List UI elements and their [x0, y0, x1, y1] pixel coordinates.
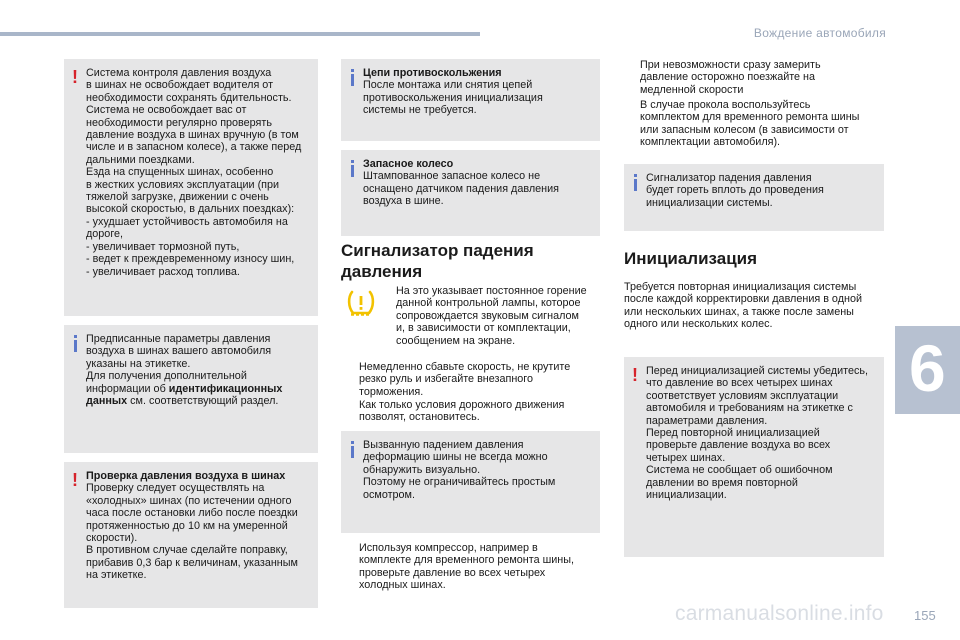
- text-line: Система не сообщает об ошибочном: [646, 464, 833, 477]
- text-line: параметрами давления.: [646, 414, 768, 427]
- label-info-box: [64, 325, 318, 453]
- warning-exclamation-icon: !: [632, 365, 638, 385]
- text-line: автомобиля и требованиям на этикетке с: [646, 402, 853, 415]
- pressure-check-title: Проверка давления воздуха в шинах: [86, 470, 286, 482]
- text-line: что давление во всех четырех шинах: [646, 377, 833, 390]
- text-line: Система контроля давления воздуха: [86, 67, 272, 79]
- text-line: комплектации автомобиля).: [640, 136, 781, 149]
- text-line: числе и в запасном колесе), а также перед: [86, 141, 302, 154]
- text-line: тяжелой загрузке, движении с очень: [86, 191, 269, 204]
- lamp-info-text: [646, 172, 876, 209]
- text-line: часа после остановки либо после поездки: [86, 507, 298, 520]
- text-line: осмотром.: [363, 488, 415, 501]
- text-line: инициализации.: [646, 489, 727, 502]
- text-line: Штампованное запасное колесо не: [363, 170, 541, 183]
- text-line: высокой скоростью, в дальних поездках):: [86, 203, 295, 216]
- text-line: обнаружить визуально.: [363, 463, 481, 476]
- text-line: Езда на спущенных шинах, особенно: [86, 166, 274, 179]
- info-icon: [351, 69, 354, 84]
- spare-wheel-title: Запасное колесо: [363, 158, 454, 170]
- warning-exclamation-icon: !: [72, 470, 78, 490]
- warning-lamp-heading: Сигнализатор падения давления: [341, 241, 534, 281]
- warning-exclamation-icon: !: [72, 67, 78, 87]
- text-line: Перед повторной инициализацией: [646, 427, 820, 440]
- text-line: давлении во время повторной: [646, 476, 798, 489]
- text-line: - ухудшает устойчивость автомобиля на: [86, 215, 288, 228]
- text-line: системы не требуется.: [363, 104, 477, 117]
- snow-chains-title: Цепи противоскольжения: [363, 67, 502, 79]
- text-line: холодных шинах.: [359, 579, 446, 592]
- label-info-text: Предписанные параметры давления воздуха в шинах вашего автомобиля указаны на этикетке. Для получения дополнительной информации об идентификационных данных см. соответствующий раздел.: [86, 333, 283, 408]
- text-line: и, в зависимости от комплектации,: [396, 322, 571, 335]
- info-icon: [634, 174, 637, 189]
- text-line: сопровождается звуковым сигналом: [396, 309, 579, 322]
- text-line: торможения.: [359, 385, 424, 398]
- text-line: Требуется повторная инициализация системы: [624, 281, 857, 293]
- info-icon: [351, 441, 354, 456]
- initialization-heading: Инициализация: [624, 249, 758, 268]
- text-line: Система не освобождает вас от: [86, 104, 247, 117]
- text-line: четырех шинах.: [646, 451, 726, 464]
- text-line: дальними поездками.: [86, 153, 195, 166]
- tpms-warning-text: [86, 67, 310, 278]
- text-line: прибавив 0,3 бар к величинам, указанным: [86, 556, 298, 569]
- text-line: «холодных» шинах (по истечении одного: [86, 494, 292, 507]
- text-line: деформацию шины не всегда можно: [363, 451, 548, 464]
- text-line: Проверку следует осуществлять на: [86, 482, 265, 495]
- chapter-number: 6: [909, 331, 946, 405]
- text-line: - увеличивает расход топлива.: [86, 265, 240, 278]
- deformation-info-box: [341, 431, 600, 533]
- spare-wheel-box: [341, 150, 600, 236]
- text-line: одного или нескольких колес.: [624, 318, 773, 331]
- text-line: противоскольжения инициализация: [363, 91, 543, 104]
- bullet-stop: [343, 399, 598, 424]
- text-line: Сигнализатор падения давления: [646, 172, 812, 184]
- text-line: медленной скорости: [640, 83, 744, 96]
- info-icon: [351, 160, 354, 175]
- snow-chains-box: [341, 59, 600, 141]
- text-line: данной контрольной лампы, которое: [396, 297, 581, 310]
- text-line: Используя компрессор, например в: [359, 542, 538, 554]
- text-line: соответствует условиям эксплуатации: [646, 389, 839, 402]
- text-line: или нескольких шинах, а также после замены: [624, 305, 854, 318]
- initialization-text: [624, 281, 884, 331]
- text-line: В противном случае сделайте поправку,: [86, 544, 288, 557]
- text-line: При невозможности сразу замерить: [640, 59, 821, 71]
- bullet-puncture: [624, 99, 884, 149]
- chapter-tab: [895, 326, 960, 414]
- text-line: В случае прокола воспользуйтесь: [640, 99, 811, 111]
- text-line: скорости).: [86, 532, 138, 545]
- pressure-check-text: [86, 470, 310, 582]
- initialization-warning-text: [646, 365, 876, 501]
- text-line: или запасным колесом (в зависимости от: [640, 123, 849, 136]
- text-line: После монтажа или снятия цепей: [363, 79, 533, 92]
- pressure-check-box: [64, 462, 318, 608]
- text-line: давление воздуха в шинах вручную (в том: [86, 129, 299, 142]
- text-line: Немедленно сбавьте скорость, не крутите: [359, 361, 571, 373]
- text-line: после каждой корректировки давления в одной: [624, 293, 863, 306]
- bullet-compressor: [343, 542, 598, 592]
- text-line: необходимости сохранять бдительность.: [86, 91, 292, 104]
- text-line: Перед инициализацией системы убедитесь,: [646, 365, 868, 377]
- text-line: будет гореть вплоть до проведения: [646, 184, 824, 197]
- text-line: На это указывает постоянное горение: [396, 285, 587, 297]
- text-line: Поэтому не ограничивайтесь простым: [363, 476, 556, 489]
- text-line: комплектом для временного ремонта шины: [640, 111, 860, 124]
- watermark: carmanualsonline.info: [675, 602, 884, 625]
- text-line: Как только условия дорожного движения: [359, 399, 565, 411]
- section-header: Вождение автомобиля: [753, 26, 886, 40]
- text-line: воздуха в шине.: [363, 195, 444, 208]
- text-line: на этикетке.: [86, 569, 147, 582]
- bullet-slow-down: [343, 361, 598, 398]
- top-accent-bar: [0, 32, 480, 36]
- text-line: позволят, остановитесь.: [359, 411, 480, 424]
- initialization-warning-box: [624, 357, 884, 557]
- text-line: в шинах не освобождает водителя от: [86, 79, 274, 92]
- text-line: резко руль и избегайте внезапного: [359, 373, 534, 386]
- text-line: сообщением на экране.: [396, 334, 516, 347]
- text-line: комплекте для временного ремонта шины,: [359, 554, 574, 567]
- text-line: Вызванную падением давления: [363, 439, 524, 451]
- lamp-info-box: [624, 164, 884, 231]
- text-line: давление осторожно поезжайте на: [640, 71, 816, 84]
- text-line: в жестких условиях эксплуатации (при: [86, 178, 280, 191]
- warning-lamp-text: [396, 285, 587, 347]
- text-line: оснащено датчиком падения давления: [363, 182, 559, 195]
- tyre-pressure-warning-icon: [346, 288, 376, 318]
- text-line: дороге,: [86, 228, 124, 241]
- page-number: 155: [914, 608, 936, 623]
- text-line: проверьте давление воздуха во всех: [646, 439, 831, 452]
- text-line: - увеличивает тормозной путь,: [86, 240, 240, 253]
- text-line: необходимости регулярно проверять: [86, 116, 272, 129]
- text-line: проверьте давление во всех четырех: [359, 566, 546, 579]
- tpms-warning-box: [64, 59, 318, 316]
- deformation-info-text: [363, 439, 592, 501]
- text-line: - ведет к преждевременному износу шин,: [86, 253, 295, 266]
- bullet-slow-speed: [624, 59, 884, 96]
- text-line: инициализации системы.: [646, 196, 773, 209]
- text-line: протяженностью до 10 км на умеренной: [86, 519, 288, 532]
- info-icon: [74, 335, 77, 350]
